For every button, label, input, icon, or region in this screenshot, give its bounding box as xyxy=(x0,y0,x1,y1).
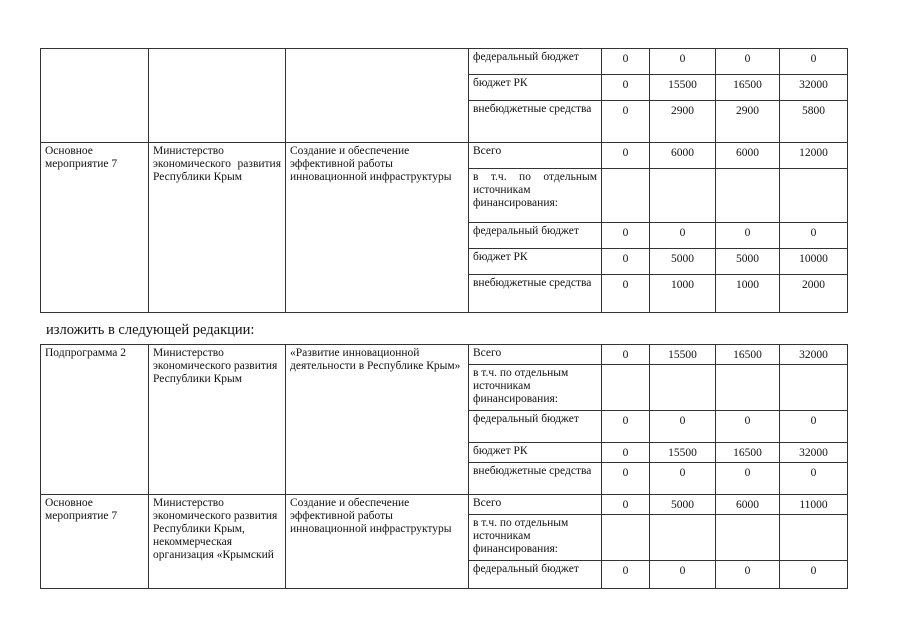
value-cell: 0 xyxy=(650,561,716,589)
source-label: внебюджетные средства xyxy=(469,101,602,143)
value-cell: 0 xyxy=(650,411,716,443)
value-cell: 0 xyxy=(650,463,716,495)
value-cell: 0 xyxy=(716,223,780,249)
value-cell: 6000 xyxy=(716,495,780,515)
value-cell: 0 xyxy=(602,249,650,275)
value-cell: 0 xyxy=(716,561,780,589)
value-cell: 15500 xyxy=(650,75,716,101)
value-cell: 0 xyxy=(602,463,650,495)
value-cell: 0 xyxy=(602,49,650,75)
source-label: в т.ч. по отдельным источникам финансирования: xyxy=(469,365,602,411)
source-label: в т.ч. по отдельным источникам финансирования: xyxy=(469,515,602,561)
table-row xyxy=(41,49,848,75)
value-cell: 12000 xyxy=(780,143,848,169)
value-cell: 32000 xyxy=(780,443,848,463)
measure-description: Создание и обеспечение эффективной работы инновационной инфраструктуры xyxy=(286,143,469,313)
value-cell: 16500 xyxy=(716,345,780,365)
value-cell: 0 xyxy=(602,275,650,313)
source-label: Всего xyxy=(469,345,602,365)
measure-name: Основное мероприятие 7 xyxy=(41,495,149,589)
subprogram-description: «Развитие инновационной деятельности в Республике Крым» xyxy=(286,345,469,495)
value-cell: 0 xyxy=(602,223,650,249)
source-label: Всего xyxy=(469,143,602,169)
value-cell: 15500 xyxy=(650,443,716,463)
value-cell: 5000 xyxy=(650,495,716,515)
value-cell: 16500 xyxy=(716,443,780,463)
table-row xyxy=(41,345,848,365)
funding-table-old xyxy=(40,48,848,313)
measure-name: Основное мероприятие 7 xyxy=(41,143,149,313)
value-cell: 0 xyxy=(716,49,780,75)
source-label: внебюджетные средства xyxy=(469,463,602,495)
value-cell: 0 xyxy=(716,463,780,495)
source-label: в т.ч. по отдельным источникам финансирования: xyxy=(469,169,602,223)
value-cell: 0 xyxy=(780,411,848,443)
value-cell: 1000 xyxy=(650,275,716,313)
value-cell: 0 xyxy=(780,463,848,495)
value-cell: 0 xyxy=(602,561,650,589)
value-cell: 2000 xyxy=(780,275,848,313)
measure-description: Создание и обеспечение эффективной работы инновационной инфраструктуры xyxy=(286,495,469,589)
value-cell: 15500 xyxy=(650,345,716,365)
value-cell: 5800 xyxy=(780,101,848,143)
source-label: федеральный бюджет xyxy=(469,411,602,443)
source-label: внебюджетные средства xyxy=(469,275,602,313)
value-cell: 0 xyxy=(602,443,650,463)
executor: Министерство экономического развития Республики Крым xyxy=(149,143,286,313)
value-cell: 6000 xyxy=(650,143,716,169)
source-label: федеральный бюджет xyxy=(469,223,602,249)
value-cell: 0 xyxy=(602,345,650,365)
value-cell: 0 xyxy=(602,143,650,169)
value-cell: 32000 xyxy=(780,75,848,101)
value-cell: 16500 xyxy=(716,75,780,101)
value-cell: 0 xyxy=(602,75,650,101)
table-row xyxy=(41,495,848,515)
table-row xyxy=(41,143,848,169)
value-cell: 0 xyxy=(650,49,716,75)
value-cell: 10000 xyxy=(780,249,848,275)
value-cell: 0 xyxy=(716,411,780,443)
value-cell: 5000 xyxy=(650,249,716,275)
executor: Министерство экономического развития Республики Крым xyxy=(149,345,286,495)
value-cell: 0 xyxy=(602,495,650,515)
value-cell: 11000 xyxy=(780,495,848,515)
value-cell: 0 xyxy=(650,223,716,249)
source-label: Всего xyxy=(469,495,602,515)
value-cell: 0 xyxy=(780,561,848,589)
value-cell: 32000 xyxy=(780,345,848,365)
subprogram-name: Подпрограмма 2 xyxy=(41,345,149,495)
value-cell: 0 xyxy=(602,411,650,443)
value-cell: 2900 xyxy=(716,101,780,143)
value-cell: 0 xyxy=(602,101,650,143)
source-label: федеральный бюджет xyxy=(469,49,602,75)
source-label: бюджет РК xyxy=(469,249,602,275)
value-cell: 2900 xyxy=(650,101,716,143)
value-cell: 5000 xyxy=(716,249,780,275)
source-label: федеральный бюджет xyxy=(469,561,602,589)
funding-table-new xyxy=(40,344,848,589)
source-label: бюджет РК xyxy=(469,75,602,101)
value-cell: 6000 xyxy=(716,143,780,169)
executor: Министерство экономического развития Республики Крым, некоммерческая организация «Крымский xyxy=(149,495,286,589)
source-label: бюджет РК xyxy=(469,443,602,463)
section-caption: изложить в следующей редакции: xyxy=(46,322,255,338)
value-cell: 0 xyxy=(780,49,848,75)
value-cell: 1000 xyxy=(716,275,780,313)
value-cell: 0 xyxy=(780,223,848,249)
